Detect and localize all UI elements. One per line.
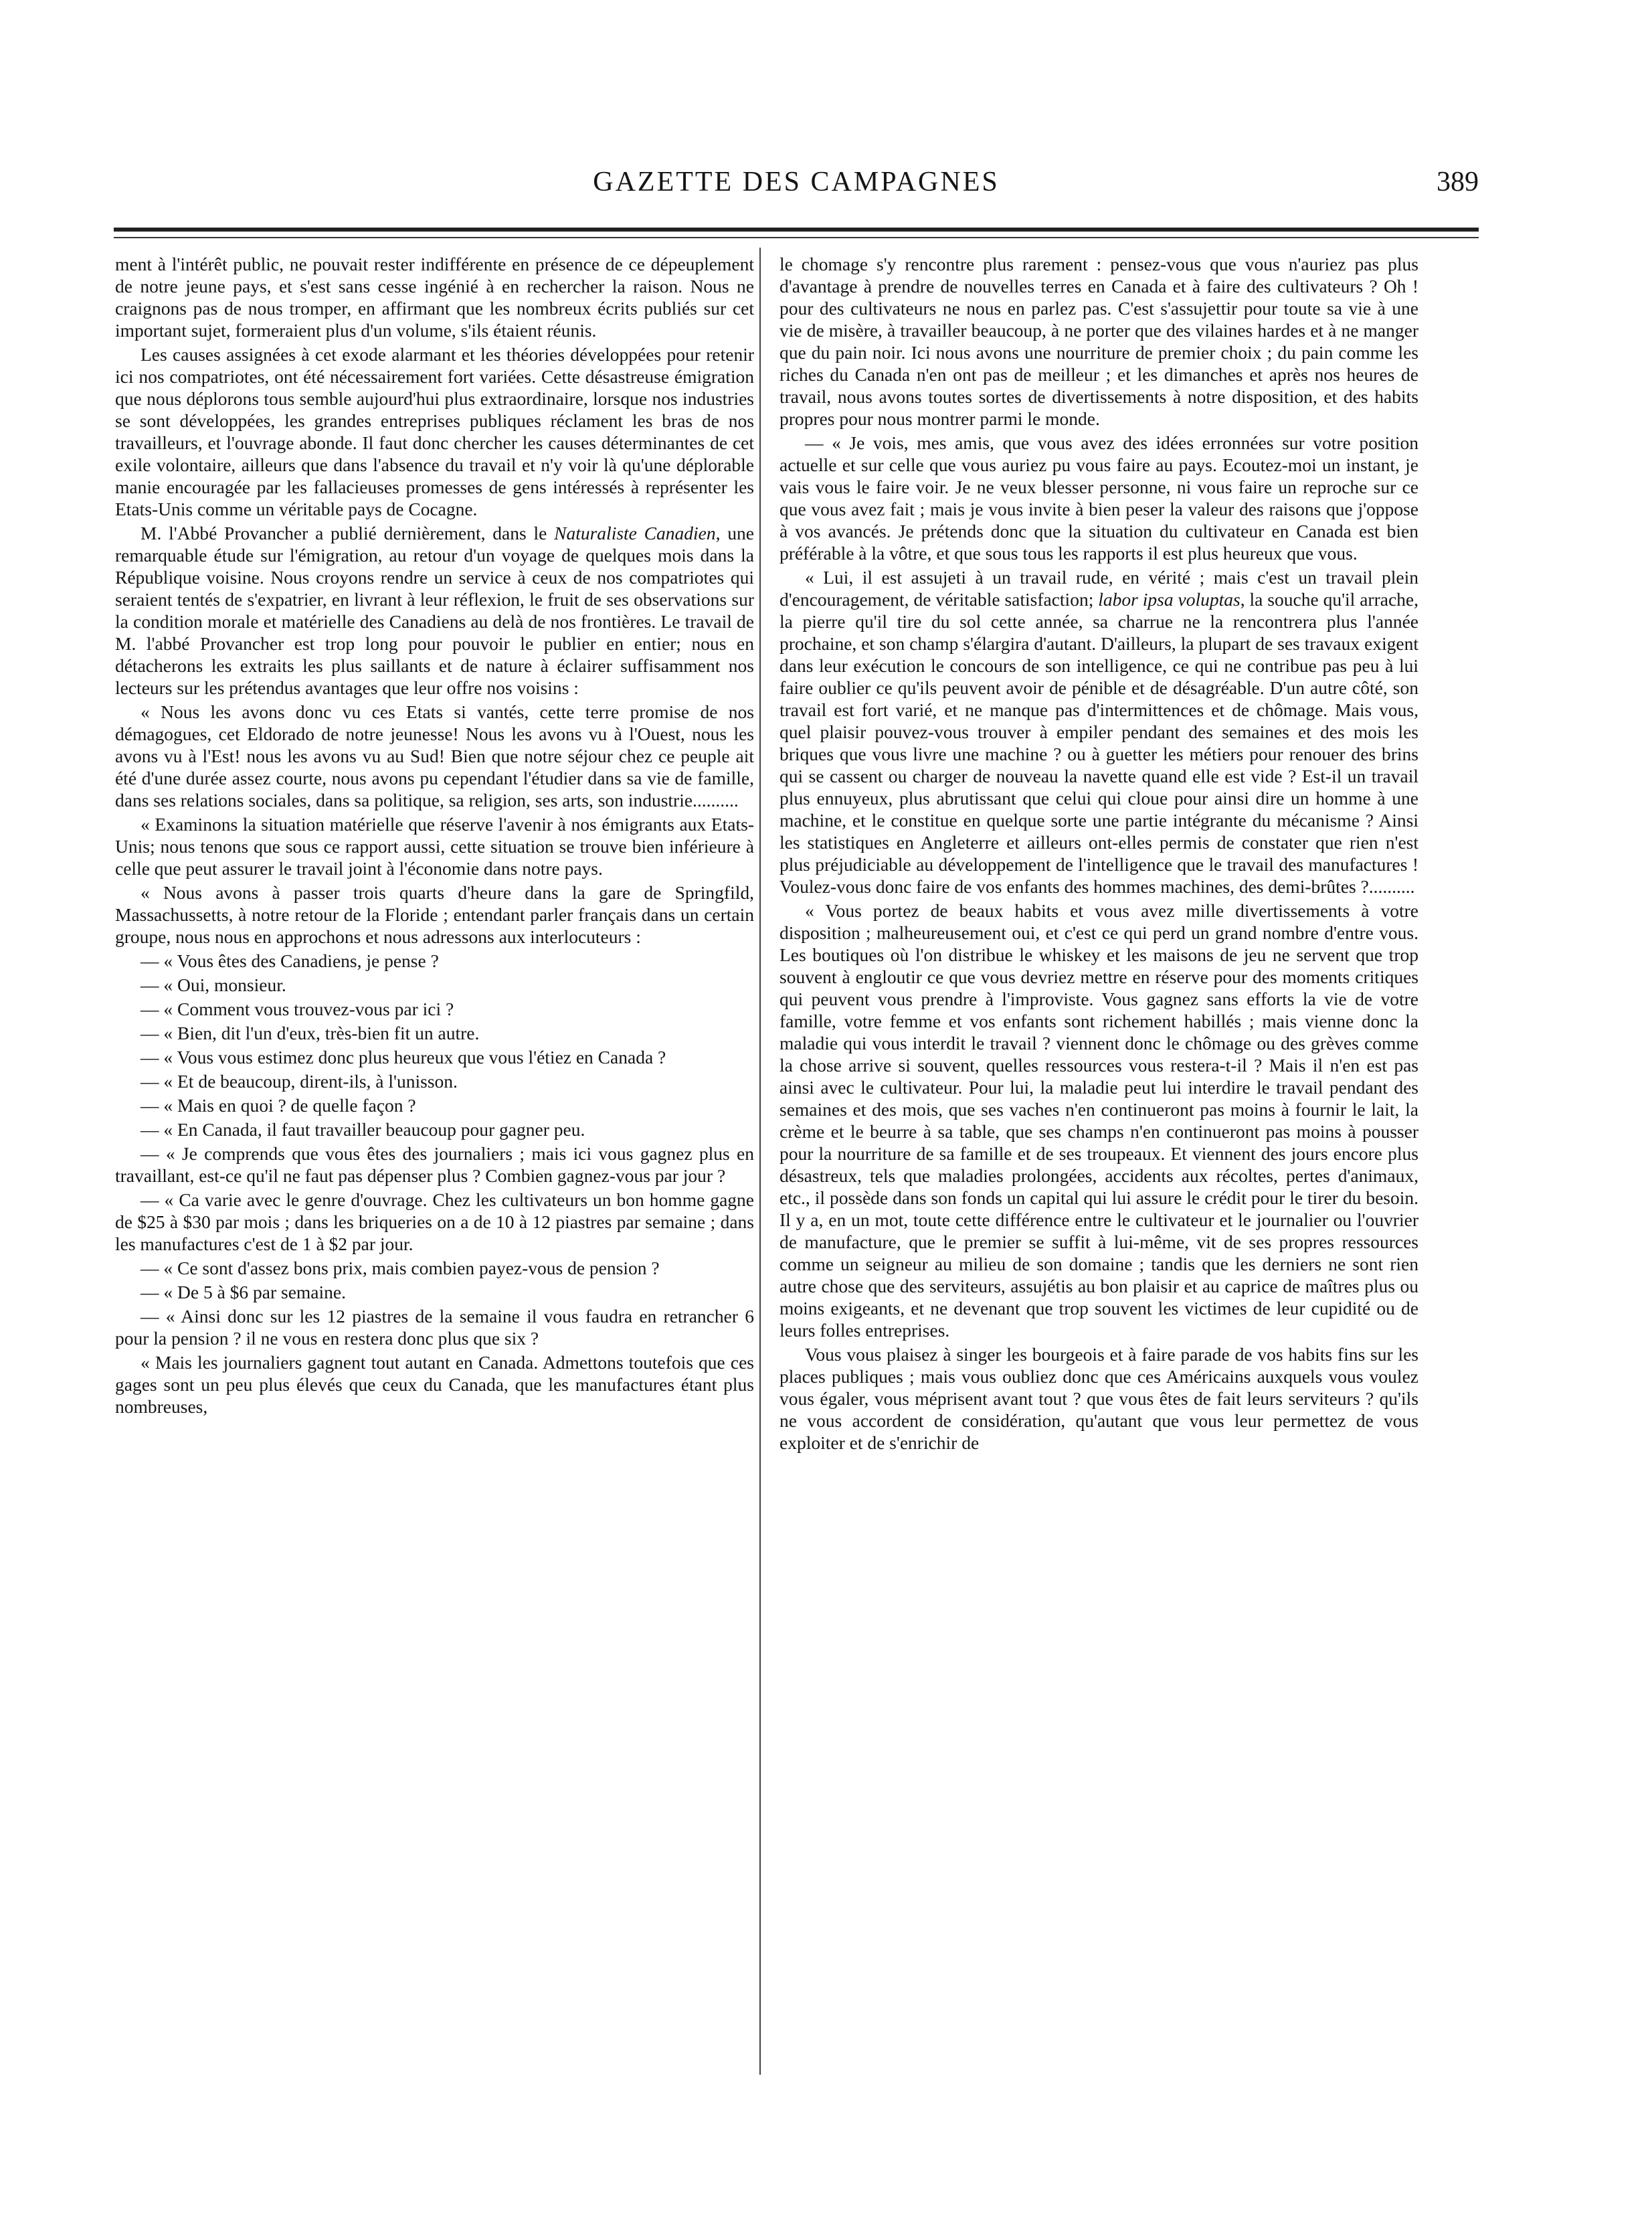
quote-paragraph — [779, 566, 1418, 898]
journal-title: Naturaliste Canadien — [554, 523, 716, 543]
dialogue-line: — « Bien, dit l'un d'eux, très-bien fit un autre. — [141, 1023, 480, 1043]
dialogue-line: — « En Canada, il faut travailler beaucoup pour gagner peu. — [141, 1119, 585, 1140]
dialogue-line: — « Et de beaucoup, dirent-ils, à l'unisson. — [141, 1071, 458, 1092]
dialogue-line: — « Oui, monsieur. — [141, 974, 286, 995]
quote-paragraph: « Nous avons à passer trois quarts d'heure dans la gare de Springfild, Massachussetts, à notre retour de la Floride ; entendant parler français dans un certain groupe, nous nous en approchons et nous adressons aux interlocuteurs : — [115, 882, 754, 947]
quote-paragraph: « Examinons la situation matérielle que réserve l'avenir à nos émigrants aux Etats-Unis; nous tenons que sous ce rapport aussi, cette situation se trouve bien inférieure à celle que peut assurer le travail joint à l'économie dans notre pays. — [115, 814, 754, 879]
latin-phrase: labor ipsa voluptas — [1098, 589, 1241, 610]
header-rule-thick — [114, 228, 1479, 232]
paragraph: le chomage s'y rencontre plus rarement : pensez-vous que vous n'auriez pas plus d'avantage à prendre de nouvelles terres en Canada et à faire des cultivateurs ? Oh ! pour des cultivateurs ne nous en parlez pas. C'est s'assujettir pour toute sa vie à une vie de misère, à travailler beaucoup, à ne porter que des vilaines hardes et à ne manger que du pain noir. Ici nous avons une nourriture de premier choix ; du pain comme les riches du Canada n'en ont pas de meilleur ; et les dimanches et après nos heures de travail, nous avons toutes sortes de divertissements à notre disposition, et des habits propres pour nous montrer parmi le monde. — [779, 254, 1418, 429]
dialogue-line: — « Ce sont d'assez bons prix, mais combien payez-vous de pension ? — [141, 1258, 660, 1278]
paragraph: Vous vous plaisez à singer les bourgeois et à faire parade de vos habits fins sur les places publiques ; mais vous oubliez donc que ces Américains auxquels vous voulez vous égaler, vous méprisent avant tout ? que vous êtes de fait leurs serviteurs ? qu'ils ne vous accordent de considération, qu'autant que vous leur permettez de vous exploiter et de s'enrichir de — [779, 1344, 1418, 1453]
dialogue-line: — « Vous vous estimez donc plus heureux que vous l'étiez en Canada ? — [141, 1047, 666, 1067]
text-span: « Lui, il est assujeti à un travail rude, en vérité ; mais c'est un travail plein d'encouragement, de véritable satisfaction; — [779, 567, 1418, 610]
dialogue-line: — « De 5 à $6 par semaine. — [141, 1282, 346, 1302]
text-span: , la souche qu'il arrache, la pierre qu'il tire du sol cette année, sa charrue ne la rencontrera plus l'année prochaine, et son champ s'élargira d'autant. D'ailleurs, la plupart de ses travaux exigent dans leur exécution le concours de son intelligence, ce qui ne contribue pas peu à lui faire oublier ce qu'ils peuvent avoir de pénible et de désagréable. D'un autre côté, son travail est fort varié, et ne manque pas d'intermittences et de chômage. Mais vous, quel plaisir pouvez-vous trouver à empiler pendant des semaines et des mois les briques que vous livre une machine ? ou à guetter les métiers pour renouer des brins qui se cassent ou charger de nouveau la navette quand elle est vide ? Est-il un travail plus ennuyeux, plus abrutissant que celui qui cloue pour ainsi dire un homme à une machine, et le constitue en quelque sorte une partie intégrante du mécanisme ? Ainsi les statistiques en Angleterre et ailleurs ont-elles permis de constater que rien n'est plus préjudiciable au développement de l'intelligence que le travail des manufactures ! Voulez-vous donc faire de vos enfants des hommes machines, des demi-brûtes ?.......... — [779, 589, 1418, 897]
page-number: 389 — [1437, 167, 1479, 197]
dialogue-line: — « Mais en quoi ? de quelle façon ? — [141, 1095, 416, 1116]
quote-paragraph: « Vous portez de beaux habits et vous avez mille divertissements à votre disposition ; malheureusement oui, et c'est ce qui perd un grand nombre d'entre vous. Les boutiques où l'on distribue le whiskey et les maisons de jeu ne servent que trop souvent à engloutir ce que vous devriez mettre en réserve pour des moments critiques qui peuvent vous prendre à l'improviste. Vous gagnez sans efforts la vie de votre famille, votre femme et vos enfants sont richement habillés ; mais vienne donc la maladie qui vous interdit le travail ? viennent donc le chômage ou des grèves comme la chose arrive si souvent, quelles ressources vous restera-t-il ? Mais il n'en est pas ainsi avec le cultivateur. Pour lui, la maladie peut lui interdire le travail pendant des semaines et des mois, que ses vaches n'en continueront pas moins à fournir le lait, la crème et le beurre à sa table, que ses champs n'en continueront pas moins à pousser pour la nourriture de sa famille et de ses troupeaux. Et viennent des jours encore plus désastreux, tels que maladies prolongées, accidents aux récoltes, pertes d'animaux, etc., il possède dans son fonds un capital qui lui assure le crédit pour le tirer du besoin. Il y a, en un mot, toute cette différence entre le cultivateur et le journalier ou l'ouvrier de manufacture, que le premier se suffit à lui-même, vit de ses propres ressources comme un seigneur au milieu de son domaine ; tandis que les derniers ne sont rien autre chose que des serviteurs, assujétis au bon plaisir et au caprice de maîtres plus ou moins exigeants, et ne devenant que trop souvent les victimes de leur cupidité ou de leurs folles entreprises. — [779, 900, 1418, 1341]
dialogue-line: — « Ainsi donc sur les 12 piastres de la semaine il vous faudra en retrancher 6 pour la pension ? il ne vous en restera donc plus que six ? — [115, 1306, 754, 1349]
paragraph: ment à l'intérêt public, ne pouvait rester indifférente en présence de ce dépeuplement de notre jeune pays, et s'est sans cesse ingénié à en rechercher la raison. Nous ne craignons pas de nous tromper, en affirmant que les nombreux écrits publiés sur cet important sujet, formeraient plus d'un volume, s'ils étaient réunis. — [115, 254, 754, 341]
page-header — [114, 161, 1479, 207]
quote-paragraph: « Mais les journaliers gagnent tout autant en Canada. Admettons toutefois que ces gages sont un peu plus élevés que ceux du Canada, que les manufactures étant plus nombreuses, — [115, 1352, 754, 1417]
quote-paragraph: « Nous les avons donc vu ces Etats si vantés, cette terre promise de nos démagogues, cet Eldorado de notre jeunesse! Nous les avons vu à l'Ouest, nous les avons vu à l'Est! nous les avons vu au Sud! Bien que notre séjour chez ce peuple ait été d'une durée assez courte, nous avons pu cependant l'étudier dans sa vie de famille, dans ses relations sociales, dans sa politique, sa religion, ses arts, son industrie.......... — [115, 701, 754, 810]
dialogue-line: — « Vous êtes des Canadiens, je pense ? — [141, 950, 439, 971]
column-divider — [759, 248, 761, 2075]
dialogue-line: — « Je comprends que vous êtes des journaliers ; mais ici vous gagnez plus en travaillant, est-ce qu'il ne faut pas dépenser plus ? Combien gagnez-vous par jour ? — [115, 1143, 754, 1186]
paragraph — [115, 522, 754, 699]
header-rule-thin — [114, 237, 1479, 238]
paragraph: Les causes assignées à cet exode alarmant et les théories développées pour retenir ici nos compatriotes, ont été nécessairement fort variées. Cette désastreuse émigration que nous déplorons tous semble aujourd'hui plus extraordinaire, lorsque nos industries se sont développées, les grandes entreprises publiques réclament les bras de nos travailleurs, et l'ouvrage abonde. Il faut donc chercher les causes déterminantes de cet exile volontaire, ailleurs que dans l'absence du travail et n'y voir là qu'une déplorable manie encouragée par les fallacieuses promesses de gens intéressés à représenter les Etats-Unis comme un véritable pays de Cocagne. — [115, 344, 754, 519]
running-title: GAZETTE DES CAMPAGNES — [593, 167, 1000, 197]
dialogue-line: — « Ca varie avec le genre d'ouvrage. Chez les cultivateurs un bon homme gagne de $25 à $30 par mois ; dans les briqueries on a de 10 à 12 piastres par semaine ; dans les manufactures c'est de 1 à $2 par jour. — [115, 1189, 754, 1254]
left-column — [115, 253, 754, 1420]
right-column — [779, 253, 1418, 1456]
dialogue-line: — « Comment vous trouvez-vous par ici ? — [141, 999, 454, 1019]
text-span: M. l'Abbé Provancher a publié dernièrement, dans le — [141, 523, 555, 543]
text-span: , une remarquable étude sur l'émigration, au retour d'un voyage de quelques mois dans la République voisine. Nous croyons rendre un service à ceux de nos compatriotes qui seraient tentés de s'expatrier, en livrant à leur réflexion, le fruit de ses observations sur la condition morale et matérielle des Canadiens au delà de nos frontières. Le travail de M. l'abbé Provancher est trop long pour pouvoir le publier en entier; nous en détacherons les extraits les plus saillants et de nature à éclairer suffisamment nos lecteurs sur les prétendus avantages que leur offre nos voisins : — [115, 523, 754, 698]
quote-paragraph: — « Je vois, mes amis, que vous avez des idées erronnées sur votre position actuelle et sur celle que vous auriez pu vous faire au pays. Ecoutez-moi un instant, je vais vous le faire voir. Je ne veux blesser personne, ni vous faire un reproche sur ce que vous avez fait ; mais je vous invite à bien peser la valeur des raisons que j'oppose à vos avancés. Je prétends donc que la situation du cultivateur en Canada est bien préférable à la vôtre, et que sous tous les rapports il est plus heureux que vous. — [779, 432, 1418, 564]
